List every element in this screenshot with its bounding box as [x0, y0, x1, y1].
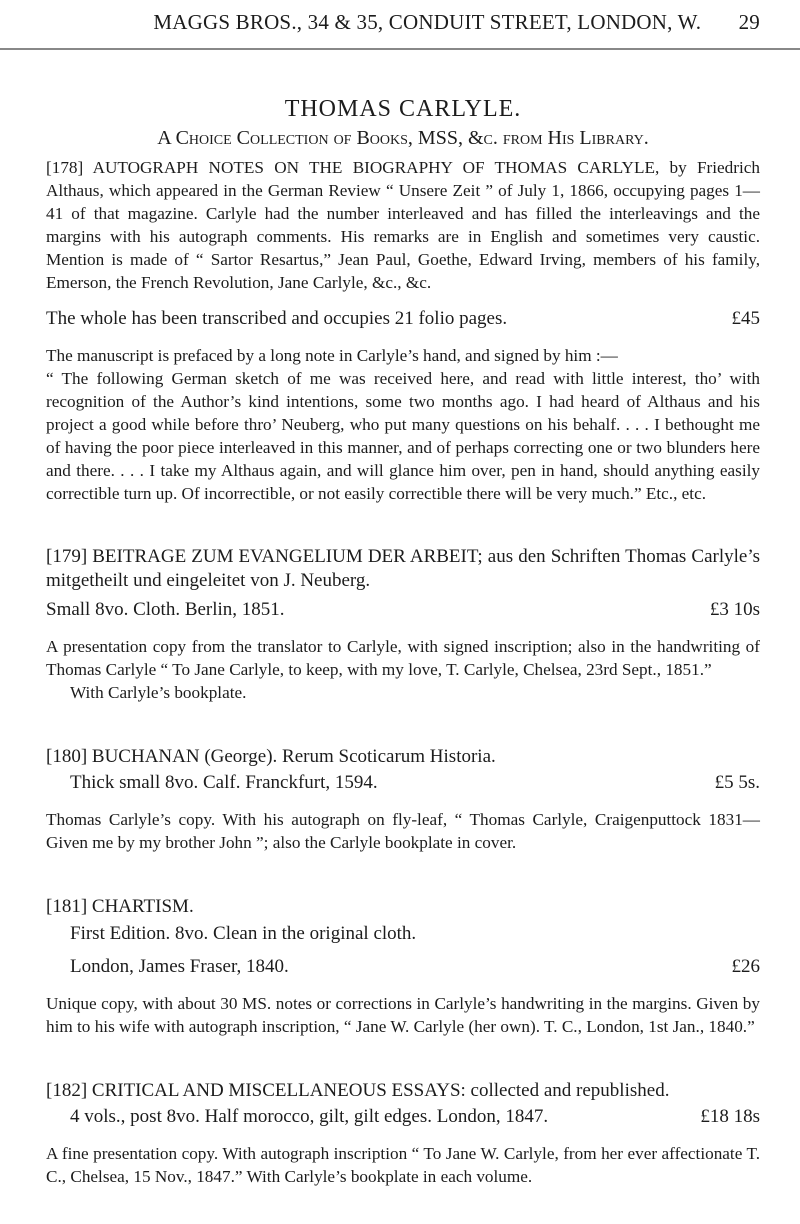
lot-price: £18 18s [700, 1106, 760, 1127]
lot-heading: [178] AUTOGRAPH NOTES ON THE BIOGRAPHY OF THOMAS CARLYLE, by Friedrich Althaus, which appeared in the German Review “ Unsere Zeit ” of July 1, 1866, occupying pages 1—41 of that magazine. Carlyle had the number interleaved and has filled the interleavings and the margins with his autograph comments. His remarks are in English and sometimes very caustic. Mention is made of “ Sartor Resartus,” Jean Paul, Goethe, Edward Irving, members of his family, Emerson, the French Revolution, Jane Carlyle, &c., &c. [46, 158, 760, 292]
section-title: THOMAS CARLYLE. [284, 96, 522, 122]
page-number: 29 [738, 10, 760, 34]
lot-heading: [179] BEITRAGE ZUM EVANGELIUM DER ARBEIT; aus den Schriften Thomas Carlyle’s mitgetheilt und eingeleitet von J. Neuberg. [46, 546, 760, 591]
lot-181 [46, 894, 760, 1038]
lot-heading: [182] CRITICAL AND MISCELLANEOUS ESSAYS: collected and republished. [46, 1080, 670, 1101]
lot-price: £3 10s [709, 599, 760, 620]
lot-180 [46, 744, 760, 854]
lot-179 [46, 545, 760, 704]
running-head [46, 10, 760, 40]
lot-price: £26 [731, 956, 760, 977]
lot-format: 4 vols., post 8vo. Half morocco, gilt, gilt edges. London, 1847. [70, 1106, 549, 1127]
lot-note: A fine presentation copy. With autograph inscription “ To Jane W. Carlyle, from her ever affectionate T. C., Chelsea, 15 Nov., 1847.” With Carlyle’s bookplate in each volume. [46, 1144, 760, 1186]
lot-format: London, James Fraser, 1840. [70, 956, 289, 977]
lot-price: £45 [731, 308, 760, 329]
lot-format-line1: First Edition. 8vo. Clean in the original cloth. [70, 923, 417, 944]
lot-note: “ The following German sketch of me was received here, and read with little interest, tho’ with recognition of the Author’s kind intentions, some two months ago. I had heard of Althaus and his project a good while before thro’ Neuberg, who put many questions on his behalf. . . . I bethought me of having the poor piece interleaved in this manner, and of perhaps correcting one or two blunders here and there. . . . I take my Althaus again, and will glance him over, pen in hand, should anything easily correctible turn up. Of incorrectible, or not easily correctible there will be very much.” Etc., etc. [46, 369, 760, 503]
lot-note: Thomas Carlyle’s copy. With his autograph on fly-leaf, “ Thomas Carlyle, Craigenputtock 1831—Given me by my brother John ”; also the Carlyle bookplate in cover. [46, 810, 760, 852]
section-subtitle: A Choice Collection of Books, MSS, &c. from His Library. [157, 127, 649, 149]
lot-format: Small 8vo. Cloth. Berlin, 1851. [46, 599, 285, 620]
lot-format-line [46, 954, 760, 980]
lot-note: A presentation copy from the translator to Carlyle, with signed inscription; also in the handwriting of Thomas Carlyle “ To Jane Carlyle, to keep, with my love, T. Carlyle, Chelsea, 23rd Sept., 1851.” [46, 637, 760, 679]
lot-178 [46, 156, 760, 505]
header-rule [0, 48, 800, 50]
lot-heading: [181] CHARTISM. [46, 896, 194, 917]
lot-note: The manuscript is prefaced by a long note in Carlyle’s hand, and signed by him :— [46, 346, 618, 365]
lot-format-line [46, 1104, 760, 1130]
lot-format-line [46, 770, 760, 796]
lot-format-line [46, 306, 760, 332]
lot-182 [46, 1078, 760, 1188]
lot-format-line [46, 597, 760, 623]
lot-heading: [180] BUCHANAN (George). Rerum Scoticarum Historia. [46, 746, 496, 767]
running-head-title: MAGGS BROS., 34 & 35, CONDUIT STREET, LONDON, W. [153, 10, 702, 34]
lot-format: The whole has been transcribed and occupies 21 folio pages. [46, 308, 508, 329]
lot-note: Unique copy, with about 30 MS. notes or corrections in Carlyle’s handwriting in the margins. Given by him to his wife with autograph inscription, “ Jane W. Carlyle (her own). T. C., London, 1st Jan., 1840.” [46, 994, 760, 1036]
lot-price: £5 5s. [714, 772, 760, 793]
lot-note: With Carlyle’s bookplate. [70, 683, 247, 702]
lot-format: Thick small 8vo. Calf. Franckfurt, 1594. [70, 772, 378, 793]
